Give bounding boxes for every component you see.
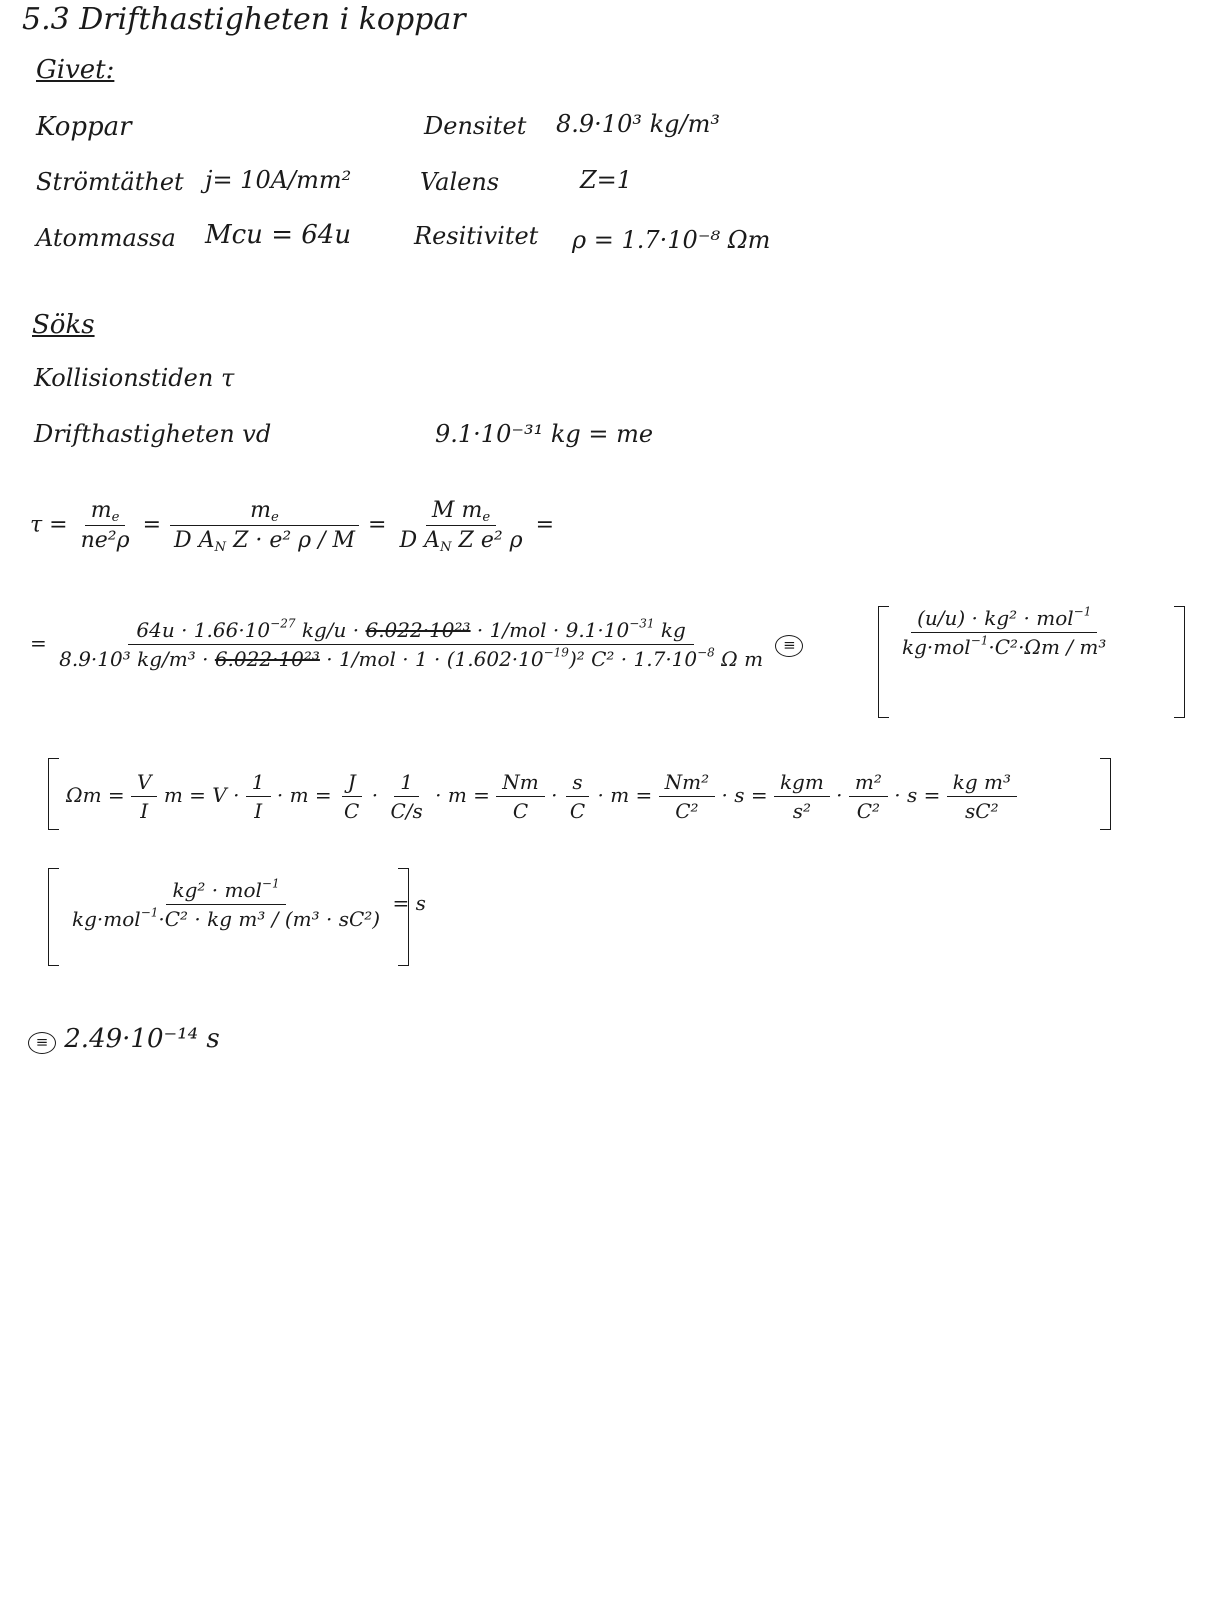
tau-derivation: τ = $\frac{m_e}{\text{ne²ρ}}$ = $\frac{m_e}{D A_N Z \cdot e^2 \rho / M}$ = $\frac{M m_e}{D A_N Z e^2 \rho}$ = [30,498,555,555]
ohm-bracket-right [1100,758,1111,830]
unit-check-1: $\frac{(u/u) \cdot kg^2 \cdot mol^{-1}}{kg\cdot mol^{-1}\cdot C^2\cdot\Omega m / m^3}$ [902,604,1107,659]
soks-heading: Söks [32,310,95,340]
givet-heading: Givet: [36,55,115,85]
unit-bracket-left [878,606,889,718]
valens-value: Z=1 [580,166,633,194]
densitet-label: Densitet [424,112,527,140]
result-row [28,1024,220,1054]
equivalence-icon: ≡ [28,1032,56,1054]
stromtathet-label: Strömtäthet [36,168,184,196]
page-title: 5.3 Drifthastigheten i koppar [22,2,466,37]
soks-item-drift-velocity: Drifthastigheten vd [34,420,272,448]
final-bracket-left [48,868,59,966]
soks-item-collision-time: Kollisionstiden τ [34,364,235,392]
result-value: 2.49·10⁻¹⁴ s [64,1024,220,1054]
resistivitet-value: ρ = 1.7·10⁻⁸ Ωm [572,226,771,254]
unit-check-2: $\frac{kg^2 \cdot mol^{-1}}{kg\cdot mol^{-1}\cdot C^2 \cdot kg m^3 / (m^3 \cdot sC^2)}$ = s [72,876,426,931]
unit-bracket-right [1174,606,1185,718]
stromtathet-value: j= 10A/mm² [205,166,352,194]
resistivitet-label: Resitivitet [414,222,539,250]
valens-label: Valens [420,168,500,196]
material-label: Koppar [36,112,132,142]
electron-mass: 9.1·10⁻³¹ kg = me [435,420,654,448]
ohm-unit-derivation: Ωm = $\frac{V}{I}$ m = V · $\frac{1}{I}$ · m = $\frac{J}{C}$ · $\frac{1}{C/s}$ · m = $\frac{Nm}{C}$ · $\frac{s}{C}$ · m = $\frac{\text{Nm²}}{\text{C²}}$ · s = $\frac{\text{kgm}}{\text{s²}}$ · $\frac{\text{m²}}{\text{C²}}$ · s = $\frac{\text{kg m³}}{\text{sC²}}$ [66,770,1017,823]
atommassa-label: Atommassa [36,224,176,252]
atommassa-value: Mcu = 64u [205,220,352,250]
densitet-value: 8.9·10³ kg/m³ [556,110,720,138]
ohm-bracket-left [48,758,59,830]
equivalence-icon: ≡ [775,635,803,657]
numeric-substitution: = $64u \cdot 1.66\cdot 10^{-27}$ $kg/u \cdot 6.022\cdot 10^{23} \cdot 1/mol \cdot 9.1\cdot 10^{-31}$ kg 8.9·10³ $kg/m^3 \cdot 6.022\cdot 10^{23} \cdot 1/mol \cdot 1 \cdot (1.602\cdot 10^{-19})^2$ $C^2 \cdot 1.7\cdot 10^{-8}$ Ω m ≡ [30,618,803,671]
